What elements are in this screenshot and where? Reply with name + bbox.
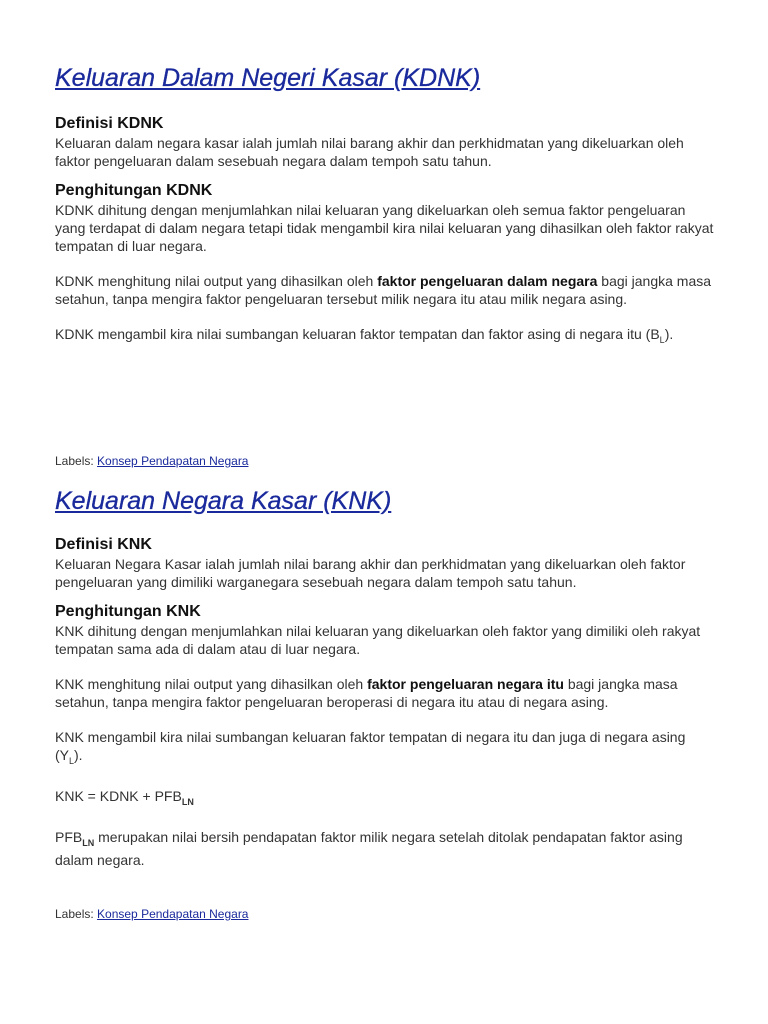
post-title[interactable]: Keluaran Negara Kasar (KNK) <box>55 487 392 515</box>
text: ). <box>664 326 674 342</box>
calculation-heading: Penghitungan KNK <box>55 603 201 620</box>
label-link[interactable]: Konsep Pendapatan Negara <box>97 907 249 921</box>
paragraph-output <box>55 675 715 711</box>
bold-text: faktor pengeluaran dalam negara <box>377 273 598 289</box>
label-link[interactable]: Konsep Pendapatan Negara <box>97 454 249 468</box>
post-kdnk <box>55 62 715 349</box>
formula <box>55 787 715 811</box>
text: bagi jangka masa setahun, tanpa mengira faktor pengeluaran beroperasi di negara itu atau di negara asing. <box>55 676 678 710</box>
text: merupakan nilai bersih pendapatan faktor milik negara setelah ditolak pendapatan faktor asing dalam negara. <box>55 828 683 869</box>
subscript: L <box>69 755 75 766</box>
calculation-text: KNK dihitung dengan menjumlahkan nilai keluaran yang dikeluarkan oleh faktor yang dimiliki oleh rakyat tempatan sama ada di dalam atau di luar negara. <box>55 623 701 657</box>
subscript: LN <box>82 837 95 848</box>
subscript: L <box>659 334 665 345</box>
text: bagi jangka masa setahun, tanpa mengira faktor pengeluaran tersebut milik negara itu atau milik negara asing. <box>55 273 712 307</box>
labels-prefix: Labels: <box>55 454 98 468</box>
paragraph-pfb <box>55 828 715 870</box>
text: KNK menghitung nilai output yang dihasilkan oleh <box>55 676 368 692</box>
formula-text: KNK = KDNK + PFB <box>55 787 182 804</box>
text: KDNK menghitung nilai output yang dihasilkan oleh <box>55 273 378 289</box>
definition-heading: Definisi KDNK <box>55 115 164 132</box>
post-title[interactable]: Keluaran Dalam Negeri Kasar (KDNK) <box>55 64 481 92</box>
labels-prefix: Labels: <box>55 907 98 921</box>
definition-heading: Definisi KNK <box>55 536 152 553</box>
text: KDNK mengambil kira nilai sumbangan keluaran faktor tempatan dan faktor asing di negara itu (B <box>55 326 660 342</box>
definition-text: Keluaran dalam negara kasar ialah jumlah nilai barang akhir dan perkhidmatan yang dikeluarkan oleh faktor pengeluaran dalam sesebuah negara dalam tempoh satu tahun. <box>55 135 684 169</box>
text: KNK mengambil kira nilai sumbangan keluaran faktor tempatan di negara itu dan juga di negara asing (Y <box>55 729 686 763</box>
subscript: LN <box>181 796 194 807</box>
text: ). <box>74 747 83 763</box>
definition-text: Keluaran Negara Kasar ialah jumlah nilai barang akhir dan perkhidmatan yang dikeluarkan oleh faktor pengeluaran yang dimiliki warganegara sesebuah negara dalam tempoh satu tahun. <box>55 556 686 590</box>
post-knk <box>55 485 715 869</box>
calculation-heading: Penghitungan KDNK <box>55 182 213 199</box>
post-labels <box>55 453 248 469</box>
post-labels <box>55 906 248 922</box>
paragraph-contribution <box>55 728 715 770</box>
bold-text: faktor pengeluaran negara itu <box>367 676 564 692</box>
paragraph-contribution <box>55 325 715 349</box>
text: PFB <box>55 828 83 845</box>
calculation-text: KDNK dihitung dengan menjumlahkan nilai keluaran yang dikeluarkan oleh semua faktor pengeluaran yang terdapat di dalam negara tetapi tidak mengambil kira nilai keluaran yang dihasilkan oleh faktor rakyat tempatan di luar negara. <box>55 202 714 254</box>
paragraph-output <box>55 272 715 308</box>
